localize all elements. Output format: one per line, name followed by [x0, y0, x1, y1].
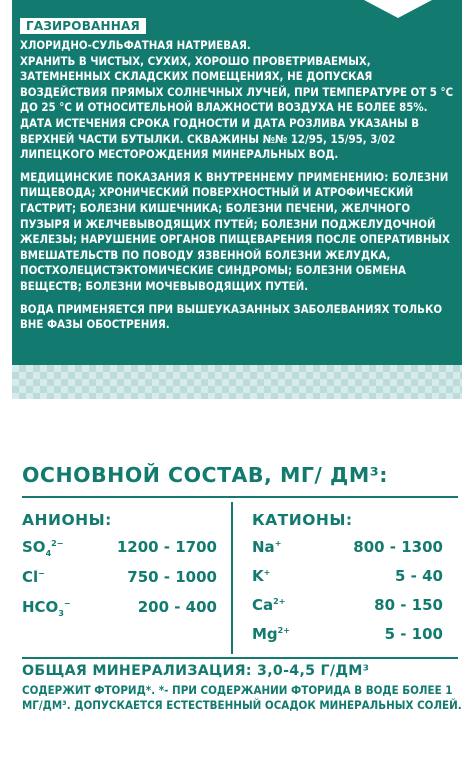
- ion-value: 5 - 40: [395, 567, 443, 585]
- ion-value: 800 - 1300: [353, 538, 443, 556]
- cation-row: [252, 596, 443, 616]
- bottom-rule: [22, 657, 458, 659]
- ion-formula: $Mg^{2+}$: [252, 625, 290, 643]
- water-type-tag: ГАЗИРОВАННАЯ: [20, 18, 146, 34]
- column-divider: [231, 502, 233, 654]
- cation-row: [252, 538, 443, 558]
- total-mineralization: ОБЩАЯ МИНЕРАЛИЗАЦИЯ: 3,0-4,5 Г/ДМ³: [22, 663, 370, 679]
- storage-text: ХРАНИТЬ В ЧИСТЫХ, СУХИХ, ХОРОШО ПРОВЕТРИВАЕМЫХ, ЗАТЕМНЕННЫХ СКЛАДСКИХ ПОМЕЩЕНИЯХ, НЕ ДОПУСКАЯ ВОЗДЕЙСТВИЯ ПРЯМЫХ СОЛНЕЧНЫХ ЛУЧЕЙ, ПРИ ТЕМПЕРАТУРЕ ОТ 5 °С ДО 25 °С И ОТНОСИТЕЛЬНОЙ ВЛАЖНОСТИ ВОЗДУХА НЕ БОЛЕЕ 85%. ДАТА ИСТЕЧЕНИЯ СРОКА ГОДНОСТИ И ДАТА РОЗЛИВА УКАЗАНЫ В ВЕРХНЕЙ ЧАСТИ БУТЫЛКИ. СКВАЖИНЫ №№ 12/95, 15/95, 3/02 ЛИПЕЦКОГО МЕСТОРОЖДЕНИЯ МИНЕРАЛЬНЫХ ВОД.: [20, 53, 454, 162]
- ion-formula: K+: [252, 567, 271, 585]
- type-line: ХЛОРИДНО-СУЛЬФАТНАЯ НАТРИЕВАЯ.: [20, 38, 251, 52]
- warning-paragraph: ВОДА ПРИМЕНЯЕТСЯ ПРИ ВЫШЕУКАЗАННЫХ ЗАБОЛЕВАНИЯХ ТОЛЬКО ВНЕ ФАЗЫ ОБОСТРЕНИЯ.: [20, 301, 443, 332]
- cation-row: [252, 625, 443, 645]
- ion-formula: Cl−: [22, 568, 45, 586]
- ion-formula: $SO_4^{2-}$: [22, 538, 64, 558]
- indications-paragraph: МЕДИЦИНСКИЕ ПОКАЗАНИЯ К ВНУТРЕННЕМУ ПРИМЕНЕНИЮ: БОЛЕЗНИ ПИЩЕВОДА; ХРОНИЧЕСКИЙ ПОВЕРХНОСТНЫЙ И АТРОФИЧЕСКИЙ ГАСТРИТ; БОЛЕЗНИ КИШЕЧНИКА; БОЛЕЗНИ ПЕЧЕНИ, ЖЕЛЧНОГО ПУЗЫРЯ И ЖЕЛЧЕВЫВОДЯЩИХ ПУТЕЙ; БОЛЕЗНИ ПОДЖЕЛУДОЧНОЙ ЖЕЛЕЗЫ; НАРУШЕНИЕ ОРГАНОВ ПИЩЕВАРЕНИЯ ПОСЛЕ ОПЕРАТИВНЫХ ВМЕШАТЕЛЬСТВ ПО ПОВОДУ ЯЗВЕННОЙ БОЛЕЗНИ ЖЕЛУДКА, ПОСТХОЛЕЦИСТЭКТОМИЧЕСКИЕ СИНДРОМЫ; БОЛЕЗНИ ОБМЕНА ВЕЩЕСТВ; БОЛЕЗНИ МОЧЕВЫВОДЯЩИХ ПУТЕЙ.: [20, 169, 450, 293]
- ion-value: 1200 - 1700: [116, 538, 217, 556]
- ion-formula: Na+: [252, 538, 282, 556]
- anion-row: [22, 598, 217, 618]
- anion-row: [22, 568, 217, 588]
- storage-paragraph: [20, 38, 456, 163]
- cations-header: КАТИОНЫ:: [252, 511, 353, 529]
- anion-row: [22, 538, 217, 558]
- ion-formula: $Ca^{2+}$: [252, 596, 286, 614]
- ion-formula: $HCO_3^-$: [22, 598, 71, 618]
- label-text: [20, 38, 456, 333]
- ion-value: 80 - 150: [374, 596, 443, 614]
- title-rule: [22, 496, 458, 498]
- checker-pattern-strip: [12, 365, 462, 399]
- label-notch: [364, 0, 432, 18]
- fluoride-note: СОДЕРЖИТ ФТОРИД*. *- ПРИ СОДЕРЖАНИИ ФТОРИДА В ВОДЕ БОЛЕЕ 1 МГ/ДМ³. ДОПУСКАЕТСЯ ЕСТЕСТВЕННЫЙ ОСАДОК МИНЕРАЛЬНЫХ СОЛЕЙ.: [22, 683, 462, 712]
- anions-header: АНИОНЫ:: [22, 511, 112, 529]
- ion-value: 5 - 100: [384, 625, 443, 643]
- ion-value: 750 - 1000: [127, 568, 217, 586]
- cation-row: [252, 567, 443, 587]
- ion-value: 200 - 400: [137, 598, 217, 616]
- composition-title: ОСНОВНОЙ СОСТАВ, МГ/ ДМ³:: [22, 463, 388, 487]
